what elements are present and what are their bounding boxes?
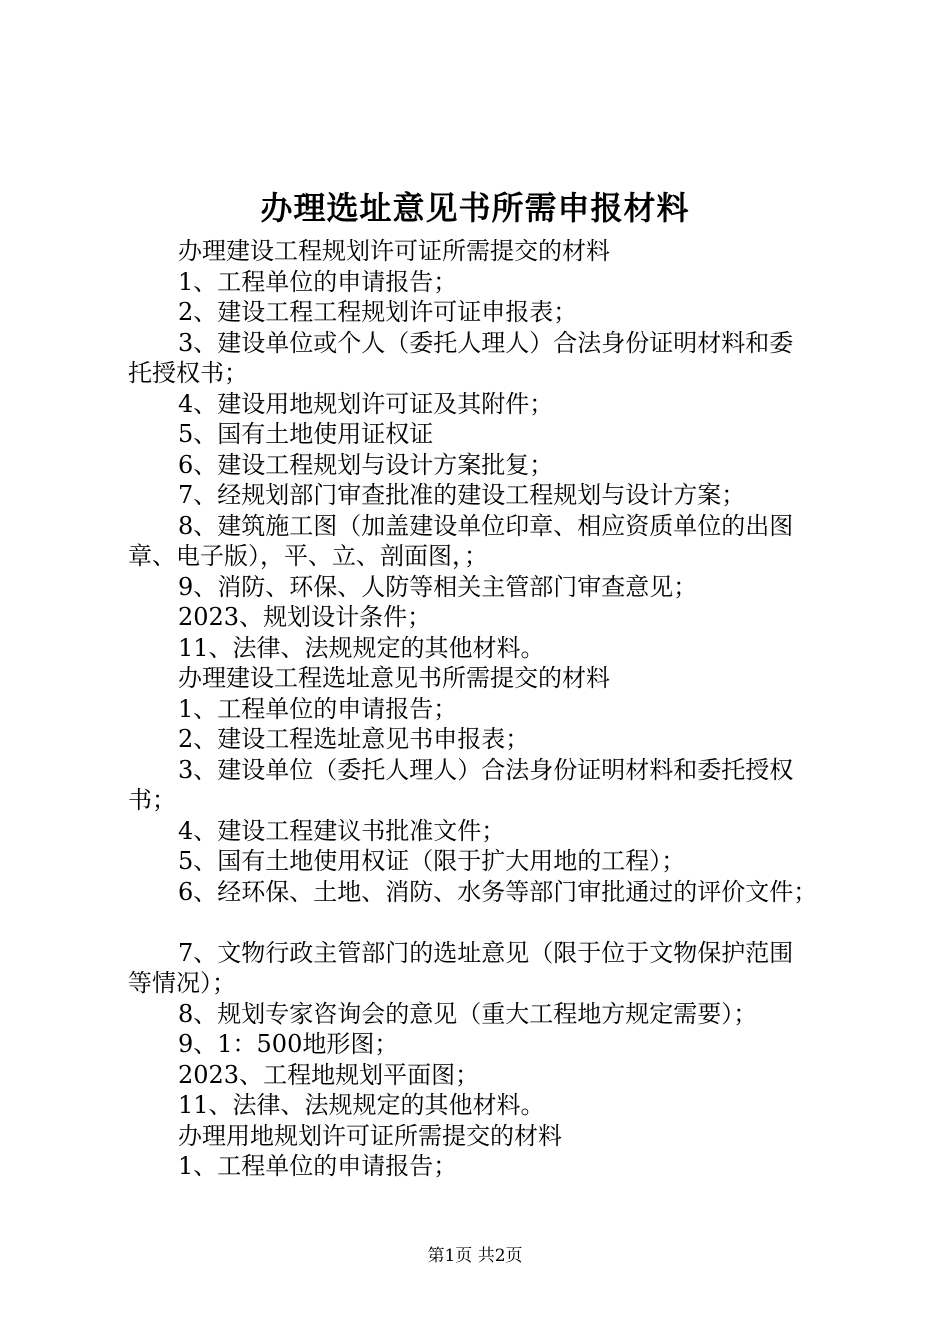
list-item: 2023、规划设计条件； [178,603,432,631]
list-item: 11、法律、法规规定的其他材料。 [178,633,545,662]
list-item: 2、建设工程工程规划许可证申报表； [178,298,578,326]
list-item: 1、工程单位的申请报告； [178,694,458,723]
section-heading: 办理建设工程规划许可证所需提交的材料 [178,237,610,265]
list-item-continuation: 托授权书； [128,359,248,387]
document-title: 办理选址意见书所需申报材料 [260,189,690,227]
list-item: 4、建设工程建议书批准文件； [178,816,506,845]
list-item: 5、国有土地使用权证（限于扩大用地的工程）； [178,847,686,875]
list-item: 6、建设工程规划与设计方案批复； [178,450,554,479]
page-indicator: 第1页 共2页 [427,1246,523,1266]
list-item-continuation: 等情况）； [128,969,236,997]
list-item: 8、建筑施工图（加盖建设单位印章、相应资质单位的出图 [178,511,794,540]
section-heading: 办理用地规划许可证所需提交的材料 [178,1121,562,1150]
list-item: 6、经环保、土地、消防、水务等部门审批通过的评价文件； [178,877,818,906]
blank-line [128,907,840,938]
list-item: 2、建设工程选址意见书申报表； [178,725,530,753]
list-item: 7、文物行政主管部门的选址意见（限于位于文物保护范围 [178,938,794,967]
list-item: 1、工程单位的申请报告； [178,1152,458,1180]
list-item-continuation: 章、电子版），平、立、剖面图，； [128,542,488,570]
list-item: 9、1：500地形图； [178,1030,399,1058]
list-item: 5、国有土地使用证权证 [178,420,434,448]
list-item-continuation: 书； [128,786,176,814]
document-body [128,236,840,1182]
list-item: 2023、工程地规划平面图； [178,1060,480,1089]
list-item: 8、规划专家咨询会的意见（重大工程地方规定需要）； [178,999,758,1028]
section-heading: 办理建设工程选址意见书所需提交的材料 [178,664,610,692]
list-item: 7、经规划部门审查批准的建设工程规划与设计方案； [178,481,746,509]
list-item: 11、法律、法规规定的其他材料。 [178,1091,545,1119]
list-item: 3、建设单位或个人（委托人理人）合法身份证明材料和委 [178,328,794,357]
list-item: 4、建设用地规划许可证及其附件； [178,389,554,418]
list-item: 3、建设单位（委托人理人）合法身份证明材料和委托授权 [178,755,794,784]
list-item: 1、工程单位的申请报告； [178,267,458,296]
list-item: 9、消防、环保、人防等相关主管部门审查意见； [178,572,698,601]
